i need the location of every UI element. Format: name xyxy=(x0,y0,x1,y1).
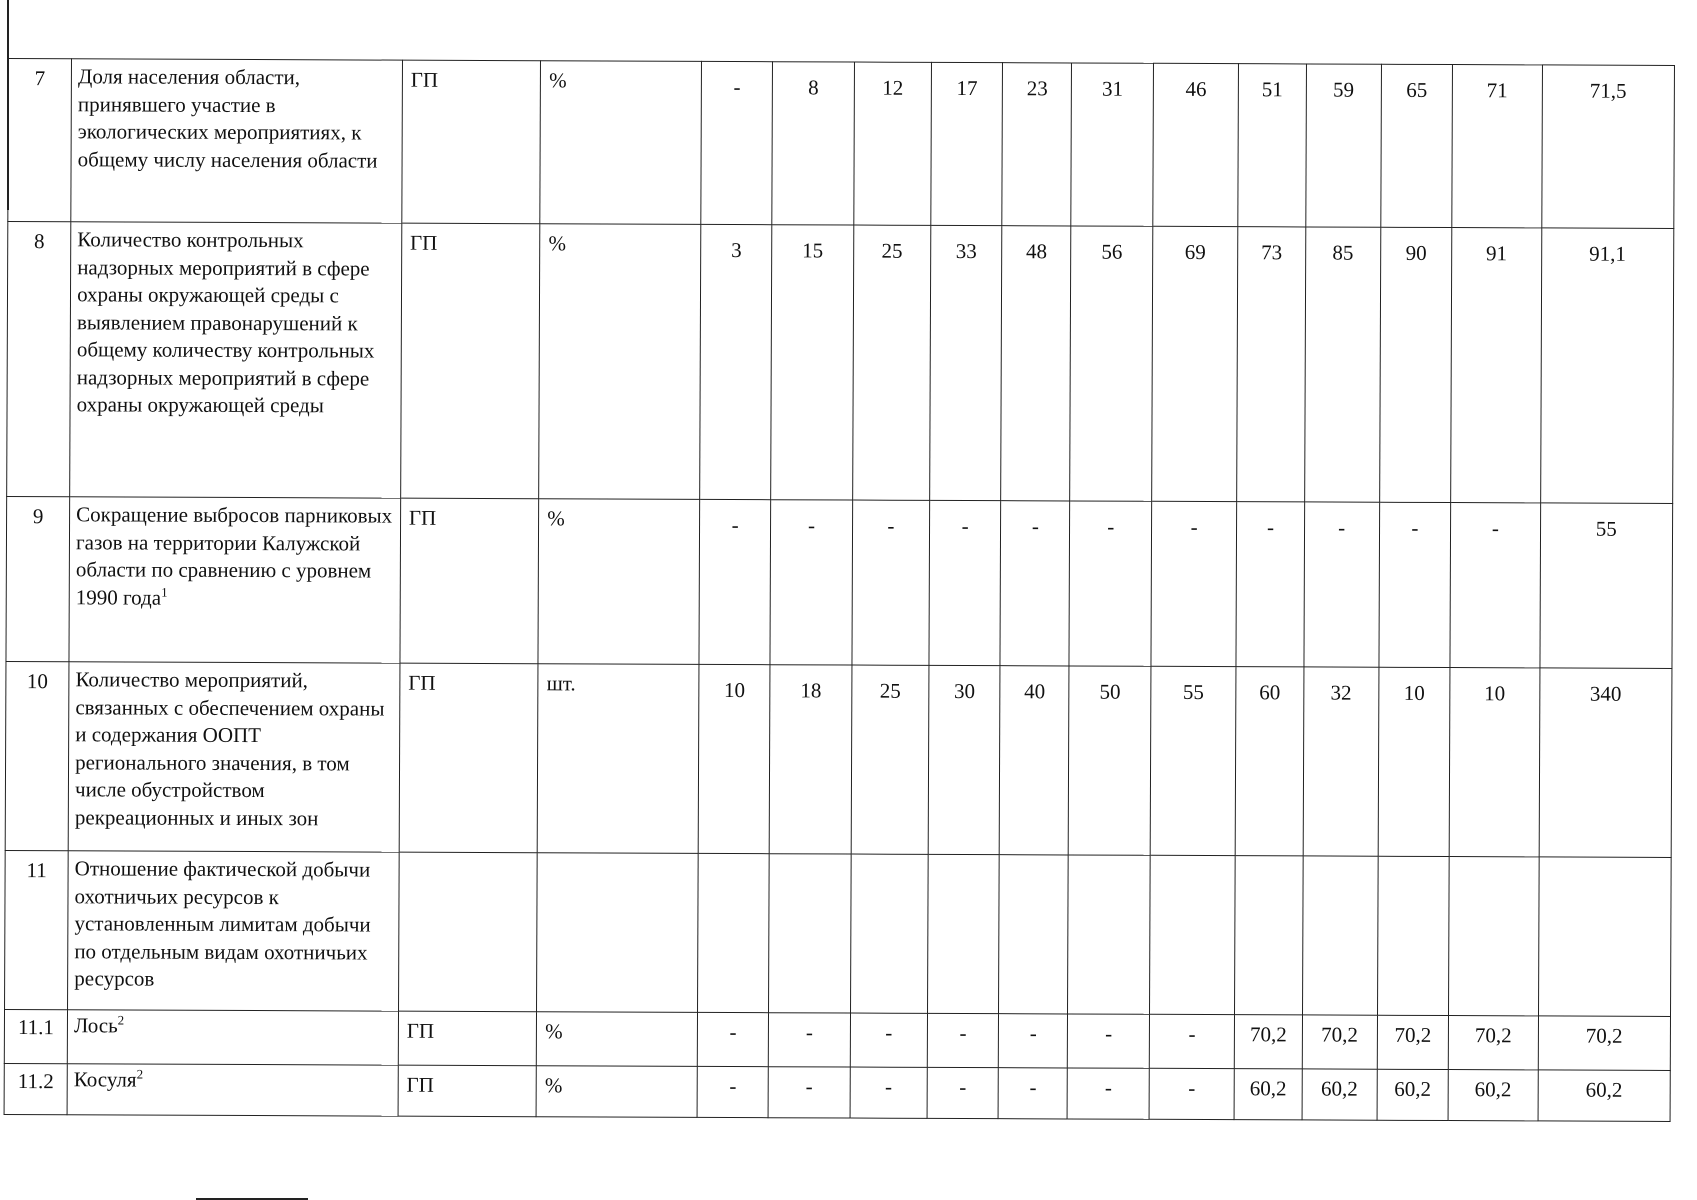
value-cell: 340 xyxy=(1539,668,1672,858)
value-cell: - xyxy=(701,61,773,224)
value-cell: - xyxy=(1000,501,1070,666)
indicator-name-text: Косуля xyxy=(73,1067,137,1092)
table-row xyxy=(4,1009,1670,1070)
indicator-name-text: Лось xyxy=(73,1013,118,1038)
row-number: 11.2 xyxy=(4,1063,67,1114)
value-cell: - xyxy=(1379,502,1451,667)
value-cell: - xyxy=(1450,503,1540,668)
value-cell: 32 xyxy=(1303,667,1379,856)
indicator-name xyxy=(68,662,400,852)
value-cell xyxy=(850,854,928,1013)
value-cell: 73 xyxy=(1237,227,1305,502)
value-cell: - xyxy=(1236,502,1304,667)
source-cell xyxy=(398,852,537,1012)
indicator-name xyxy=(67,1010,398,1065)
unit-cell: % xyxy=(540,61,701,225)
value-cell: 69 xyxy=(1152,226,1239,501)
value-cell: 18 xyxy=(769,665,851,854)
value-cell: 90 xyxy=(1379,227,1451,502)
table-body xyxy=(4,59,1674,1122)
indicator-name-text: Количество мероприятий, связанных с обеспечением охраны и содержания ООПТ регионального значения, в том числе обустройством рекреационных и иных зон xyxy=(74,667,385,830)
value-cell: 55 xyxy=(1540,503,1673,669)
value-cell: 60,2 xyxy=(1448,1070,1538,1121)
value-cell: 91 xyxy=(1451,228,1542,503)
value-cell xyxy=(769,854,851,1013)
value-cell: 23 xyxy=(1002,63,1072,226)
value-cell: 51 xyxy=(1238,64,1306,227)
indicators-table-wrapper xyxy=(4,58,1675,1122)
table-row xyxy=(7,222,1674,504)
footnote-mark: 2 xyxy=(136,1066,144,1082)
unit-cell: шт. xyxy=(537,664,699,854)
value-cell: 12 xyxy=(853,62,931,225)
value-cell xyxy=(1538,857,1671,1017)
indicator-name-text: Количество контрольных надзорных мероприятий в сфере охраны окружающей среды с выявлением правонарушений к общему количеству контрольных надзорных мероприятий в сфере охраны окружающей среды xyxy=(76,227,375,418)
value-cell: 15 xyxy=(771,225,854,500)
row-number: 11 xyxy=(5,850,69,1009)
source-cell: ГП xyxy=(400,498,539,664)
row-number: 9 xyxy=(6,496,70,661)
value-cell: 70,2 xyxy=(1448,1016,1538,1070)
value-cell: 56 xyxy=(1070,226,1153,501)
source-cell: ГП xyxy=(399,663,538,853)
table-row xyxy=(5,850,1672,1016)
value-cell: - xyxy=(927,1067,998,1118)
value-cell: 65 xyxy=(1381,64,1453,227)
unit-cell xyxy=(537,853,698,1013)
unit-cell: % xyxy=(538,499,699,665)
value-cell xyxy=(1235,856,1303,1015)
value-cell: - xyxy=(769,1013,851,1067)
source-cell: ГП xyxy=(401,223,541,499)
value-cell: 55 xyxy=(1150,666,1236,855)
row-number: 8 xyxy=(7,222,71,497)
source-cell: ГП xyxy=(398,1065,537,1117)
indicator-name-text: Доля населения области, принявшего участие в экологических мероприятиях, к общему числу населения области xyxy=(77,64,378,173)
table-row xyxy=(4,1063,1670,1121)
value-cell: 10 xyxy=(698,664,770,853)
value-cell: 8 xyxy=(772,62,854,225)
unit-cell: % xyxy=(539,224,701,500)
value-cell: 70,2 xyxy=(1538,1016,1671,1071)
value-cell: 30 xyxy=(928,665,1000,854)
value-cell: - xyxy=(697,1066,768,1117)
indicator-name xyxy=(69,497,400,663)
indicator-name xyxy=(70,222,402,498)
value-cell: 70,2 xyxy=(1377,1015,1448,1069)
value-cell: 85 xyxy=(1304,227,1380,502)
value-cell: - xyxy=(850,1013,928,1067)
indicators-table xyxy=(4,58,1675,1122)
value-cell: 46 xyxy=(1153,63,1239,226)
unit-cell: % xyxy=(536,1066,697,1118)
indicator-name xyxy=(71,59,402,223)
value-cell: 71,5 xyxy=(1541,65,1674,229)
value-cell: - xyxy=(768,1067,850,1118)
value-cell: 25 xyxy=(851,665,929,854)
value-cell: - xyxy=(1149,1014,1235,1068)
indicator-name-text: Сокращение выбросов парниковых газов на территории Калужской области по сравнению с уровнем 1990 года xyxy=(75,502,393,610)
indicator-name xyxy=(67,1064,398,1116)
value-cell xyxy=(1302,856,1378,1015)
value-cell xyxy=(1149,855,1235,1014)
row-number: 10 xyxy=(5,661,69,850)
value-cell: - xyxy=(1151,501,1237,666)
value-cell: 60,2 xyxy=(1302,1069,1378,1120)
value-cell: 60,2 xyxy=(1234,1069,1301,1120)
footnote-mark: 1 xyxy=(161,584,168,600)
value-cell: 60,2 xyxy=(1377,1069,1448,1120)
value-cell: - xyxy=(1068,1068,1150,1119)
value-cell: 33 xyxy=(930,225,1002,500)
row-number: 11.1 xyxy=(4,1009,67,1063)
value-cell: - xyxy=(929,500,1001,665)
value-cell: 25 xyxy=(852,225,930,500)
value-cell: 71 xyxy=(1452,65,1542,228)
indicator-name-text: Отношение фактической добычи охотничьих ресурсов к установленным лимитам добычи по отдельным видам охотничьих ресурсов xyxy=(74,856,371,991)
value-cell: - xyxy=(927,1013,998,1067)
value-cell: - xyxy=(1069,501,1151,666)
value-cell: 60 xyxy=(1236,667,1304,856)
table-row xyxy=(6,496,1673,668)
footnote-mark: 2 xyxy=(117,1012,125,1028)
value-cell: 50 xyxy=(1069,666,1151,855)
value-cell: - xyxy=(1068,1014,1150,1068)
value-cell: 10 xyxy=(1378,667,1450,856)
unit-cell: % xyxy=(537,1012,698,1067)
value-cell: - xyxy=(697,1012,768,1066)
value-cell: - xyxy=(999,1014,1068,1068)
value-cell: 70,2 xyxy=(1302,1015,1378,1069)
value-cell: 31 xyxy=(1071,63,1153,226)
value-cell: 59 xyxy=(1305,64,1381,227)
value-cell: 10 xyxy=(1449,668,1539,857)
value-cell: 3 xyxy=(700,224,772,499)
value-cell: - xyxy=(998,1068,1067,1119)
table-row xyxy=(8,59,1675,229)
value-cell xyxy=(1449,857,1539,1016)
row-number: 7 xyxy=(8,59,72,222)
value-cell xyxy=(928,854,1000,1013)
source-cell: ГП xyxy=(402,60,541,224)
value-cell: 17 xyxy=(931,62,1003,225)
value-cell: 91,1 xyxy=(1540,228,1674,504)
value-cell xyxy=(1068,855,1150,1014)
value-cell: - xyxy=(699,499,771,664)
value-cell: - xyxy=(770,500,852,665)
value-cell: 48 xyxy=(1001,226,1071,501)
value-cell: - xyxy=(852,500,930,665)
table-row xyxy=(5,661,1672,857)
value-cell: - xyxy=(850,1067,928,1118)
value-cell: 70,2 xyxy=(1235,1015,1302,1069)
value-cell: 40 xyxy=(999,666,1069,855)
value-cell xyxy=(698,853,770,1012)
source-cell: ГП xyxy=(398,1011,537,1066)
value-cell xyxy=(1377,856,1449,1015)
value-cell: 60,2 xyxy=(1538,1070,1671,1122)
value-cell: - xyxy=(1149,1068,1235,1119)
indicator-name xyxy=(68,851,399,1011)
value-cell: - xyxy=(1303,502,1379,667)
value-cell xyxy=(999,855,1069,1014)
